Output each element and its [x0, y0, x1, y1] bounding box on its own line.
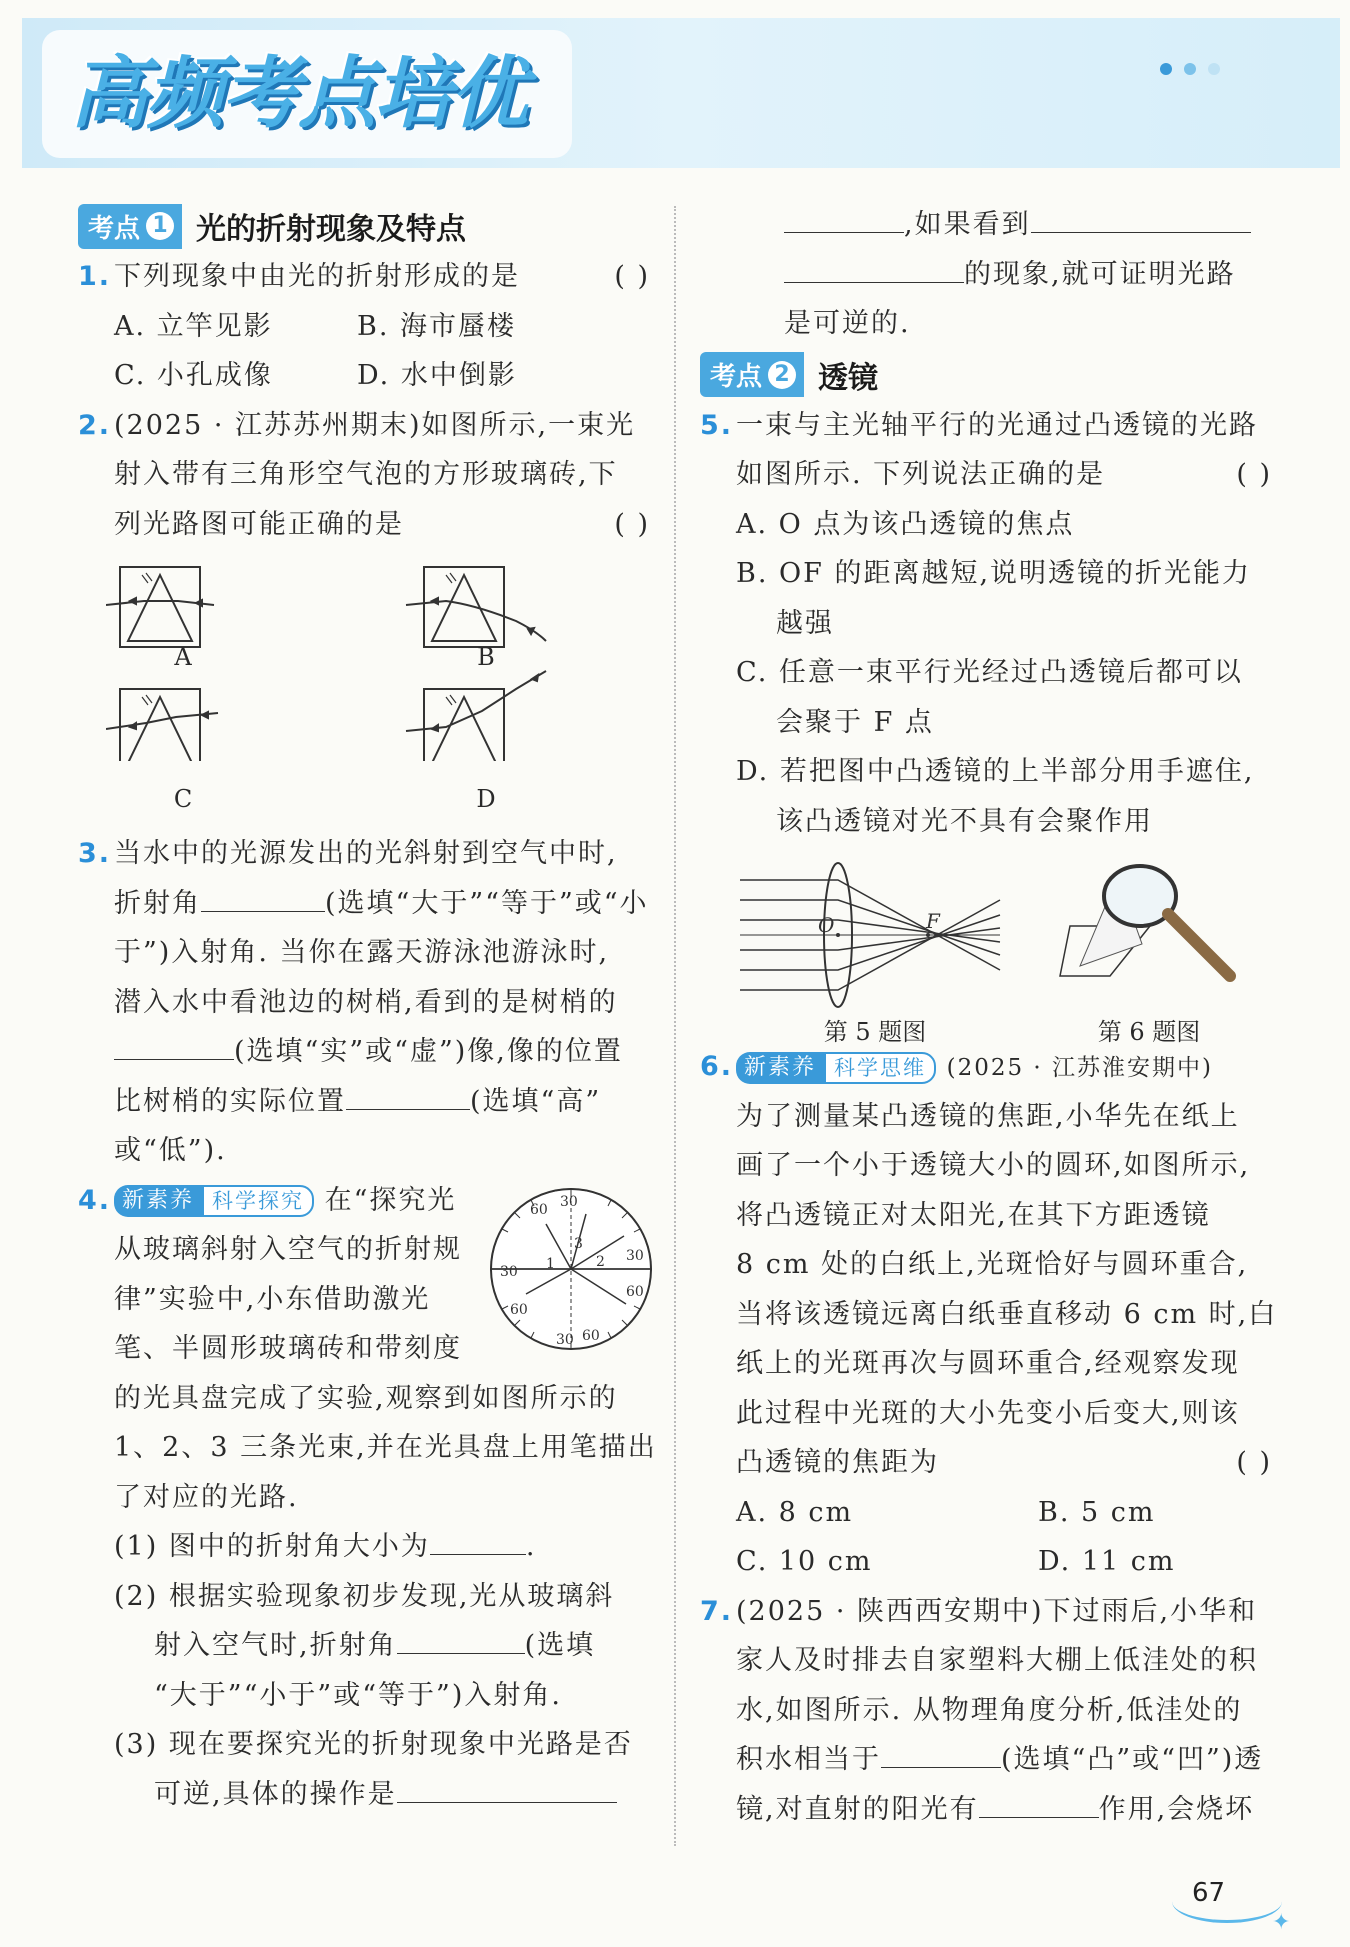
- right-column: ,如果看到 的现象,就可证明光路 是可逆的. 考点 2 透镜 5. 一束与主光轴平行的光通过凸透镜的光路 如图所示. 下列说法正确的是 ( ) A. O 点为该凸透镜的焦点 B. OF 的距离越短,说明透镜的折光能力 越强 C. 任意一束平行光经过凸透镜后都可以 会聚于 F 点 D. 若把图中凸透镜的上半部分用手遮住, 该凸透镜对光不具有会聚作用 O F 第 5 题图 第 6 题图 6. 新素养 科学思维 (2025 · 江苏淮安期中) 为了测量某凸透镜的焦距,小华先在纸上 画了一个小于透镜大小的圆环,如图所示, 将凸透镜正对太阳光,在其下方距透镜 8 cm 处的白纸上,光斑恰好与圆环重合, 当将该透镜远离白纸垂直移动 6 cm 时,白 纸上的光斑再次与圆环重合,经观察发现 此过程中光斑的大小先变小后变大,则该 凸透镜的焦距为 ( ) A. 8 cm B. 5 cm C. 10 cm D. 11 cm 7. (2025 · 陕西西安期中)下过雨后,小华和 家人及时排去自家塑料大棚上低洼处的积 水,如图所示. 从物理角度分析,低洼处的 积水相当于 (选填“凸”或“凹”)透 镜,对直射的阳光有 作用,会烧坏: [700, 200, 1280, 1834]
- answer-blank[interactable]: [397, 1625, 525, 1654]
- answer-blank[interactable]: [397, 1773, 617, 1802]
- answer-paren: ( ): [1236, 459, 1272, 490]
- left-column: 考点 1 光的折射现象及特点 1. 下列现象中由光的折射形成的是 ( ) A. 立竿见影 B. 海市蜃楼 C. 小孔成像 D. 水中倒影 2. (2025 · 江苏苏州期末)如图所示,一束光 射入带有三角形空气泡的方形玻璃砖,下 列光路图可能正确的是 ( ) A B C D 3. 当水中的光源发出的光斜射到空气中时, 折射角 (选填“大于”“等于”或“小 于”)入射角. 当你在露天游泳池游泳时, 潜入水中看池边的树梢,看到的是树梢的 (选填“实”或“虚”)像,像的位置 比树梢的实际位置 (选填“高” 或“低”). 4. 新素养 科学探究 在“探究光 从玻璃斜射入空气的折射规 律”实验中,小东借助激光 笔、半圆形玻璃砖和带刻度 30 60 30 60 30 60 60 30 1 2 3 的光具盘完成了实验,观察到如图所示的 1、2、3 三条光束,并在光具盘上用笔描出 了对应的光路. (1) 图中的折射角大小为 . (2) 根据实验现象初步发现,光从玻璃斜 射入空气时,折射角 (选填 “大于”“小于”或“等于”)入射角. (3) 现在要探究光的折射现象中光路是否 可逆,具体的操作是: [78, 200, 658, 1819]
- question-3: 3. 当水中的光源发出的光斜射到空气中时,: [78, 838, 618, 869]
- convex-lens-diagram: [740, 860, 1010, 1010]
- question-2: 2. (2025 · 江苏苏州期末)如图所示,一束光: [78, 409, 636, 441]
- column-divider: [674, 206, 676, 1846]
- svg-text:2: 2: [596, 1253, 605, 1270]
- magnifier-diagram: [1050, 856, 1260, 1006]
- protractor-dial: [486, 1184, 656, 1354]
- literacy-tag: 新素养 科学探究: [114, 1184, 314, 1218]
- page-title: 高频考点培优: [70, 49, 527, 139]
- answer-paren: ( ): [614, 261, 650, 292]
- q5-q6-figures: [700, 846, 1280, 1046]
- answer-blank[interactable]: [346, 1080, 470, 1109]
- section-heading-2: [700, 349, 1280, 401]
- answer-blank[interactable]: [881, 1739, 1001, 1768]
- svg-text:3: 3: [574, 1235, 583, 1252]
- answer-blank[interactable]: [430, 1526, 526, 1555]
- page-number: 67: [1192, 1878, 1226, 1908]
- q1-options-row-1: [78, 302, 658, 352]
- option-d[interactable]: D. 11 cm: [1038, 1546, 1176, 1577]
- svg-text:60: 60: [626, 1283, 644, 1300]
- question-6: 6. 新素养 科学思维 (2025 · 江苏淮安期中): [700, 1042, 1280, 1092]
- option-a[interactable]: A. O 点为该凸透镜的焦点: [736, 508, 1075, 540]
- q2-figures: [78, 549, 658, 829]
- option-a[interactable]: A. 8 cm: [736, 1496, 854, 1528]
- svg-text:30: 30: [500, 1263, 518, 1280]
- option-c[interactable]: C. 任意一束平行光经过凸透镜后都可以: [736, 657, 1243, 688]
- option-b[interactable]: B. 5 cm: [1038, 1496, 1156, 1528]
- option-d[interactable]: D. 若把图中凸透镜的上半部分用手遮住,: [736, 756, 1255, 787]
- option-b[interactable]: B. 海市蜃楼: [357, 310, 517, 342]
- svg-text:30: 30: [626, 1247, 644, 1264]
- question-5: 5. 一束与主光轴平行的光通过凸透镜的光路: [700, 409, 1258, 441]
- option-c[interactable]: C. 10 cm: [736, 1546, 873, 1577]
- figure-label-a: A: [174, 643, 192, 671]
- svg-text:1: 1: [546, 1255, 555, 1272]
- svg-text:30: 30: [556, 1331, 574, 1348]
- decorative-dots: [1160, 60, 1232, 79]
- answer-paren: ( ): [614, 508, 650, 540]
- figure-label-b: B: [477, 643, 495, 671]
- figure-label-d: D: [476, 785, 496, 813]
- question-4: 4. 新素养 科学探究 在“探究光 从玻璃斜射入空气的折射规 律”实验中,小东借助激光 笔、半圆形玻璃砖和带刻度 30 60 30 60 30 60 60 30 1 2 3: [78, 1176, 658, 1374]
- svg-text:60: 60: [510, 1301, 528, 1318]
- section-title: 光的折射现象及特点: [196, 212, 467, 247]
- page-number-decoration: [1172, 1880, 1282, 1923]
- svg-text:O: O: [818, 913, 835, 937]
- answer-blank[interactable]: [784, 204, 904, 233]
- star-icon: ✦: [1272, 1910, 1291, 1935]
- option-d[interactable]: D. 水中倒影: [357, 360, 517, 391]
- figure-caption-5: 第 5 题图: [823, 1018, 927, 1046]
- figure-caption-6: 第 6 题图: [1097, 1018, 1201, 1046]
- section-title: 透镜: [818, 360, 879, 396]
- literacy-tag: 新素养 科学思维: [736, 1051, 936, 1085]
- question-number: 1.: [78, 261, 112, 292]
- answer-blank[interactable]: [1031, 204, 1251, 233]
- svg-text:60: 60: [582, 1327, 600, 1344]
- option-a[interactable]: A. 立竿见影: [114, 310, 273, 342]
- svg-text:F: F: [926, 909, 940, 933]
- answer-paren: ( ): [1236, 1447, 1272, 1478]
- figure-label-c: C: [173, 785, 193, 813]
- answer-blank[interactable]: [114, 1031, 234, 1060]
- section-heading-1: [78, 200, 658, 252]
- option-b[interactable]: B. OF 的距离越短,说明透镜的折光能力: [736, 558, 1252, 589]
- section-badge: 考点 1: [78, 204, 182, 249]
- svg-text:30: 30: [560, 1193, 578, 1210]
- question-1: 1. 下列现象中由光的折射形成的是 ( ): [78, 252, 658, 302]
- option-c[interactable]: C. 小孔成像: [114, 360, 273, 391]
- answer-blank[interactable]: [784, 253, 964, 282]
- svg-text:60: 60: [530, 1201, 548, 1218]
- section-badge: 考点 2: [700, 352, 804, 397]
- answer-blank[interactable]: [979, 1788, 1099, 1817]
- answer-blank[interactable]: [201, 882, 325, 911]
- question-7: 7. (2025 · 陕西西安期中)下过雨后,小华和: [700, 1595, 1258, 1627]
- q1-options-row-2: [78, 351, 658, 401]
